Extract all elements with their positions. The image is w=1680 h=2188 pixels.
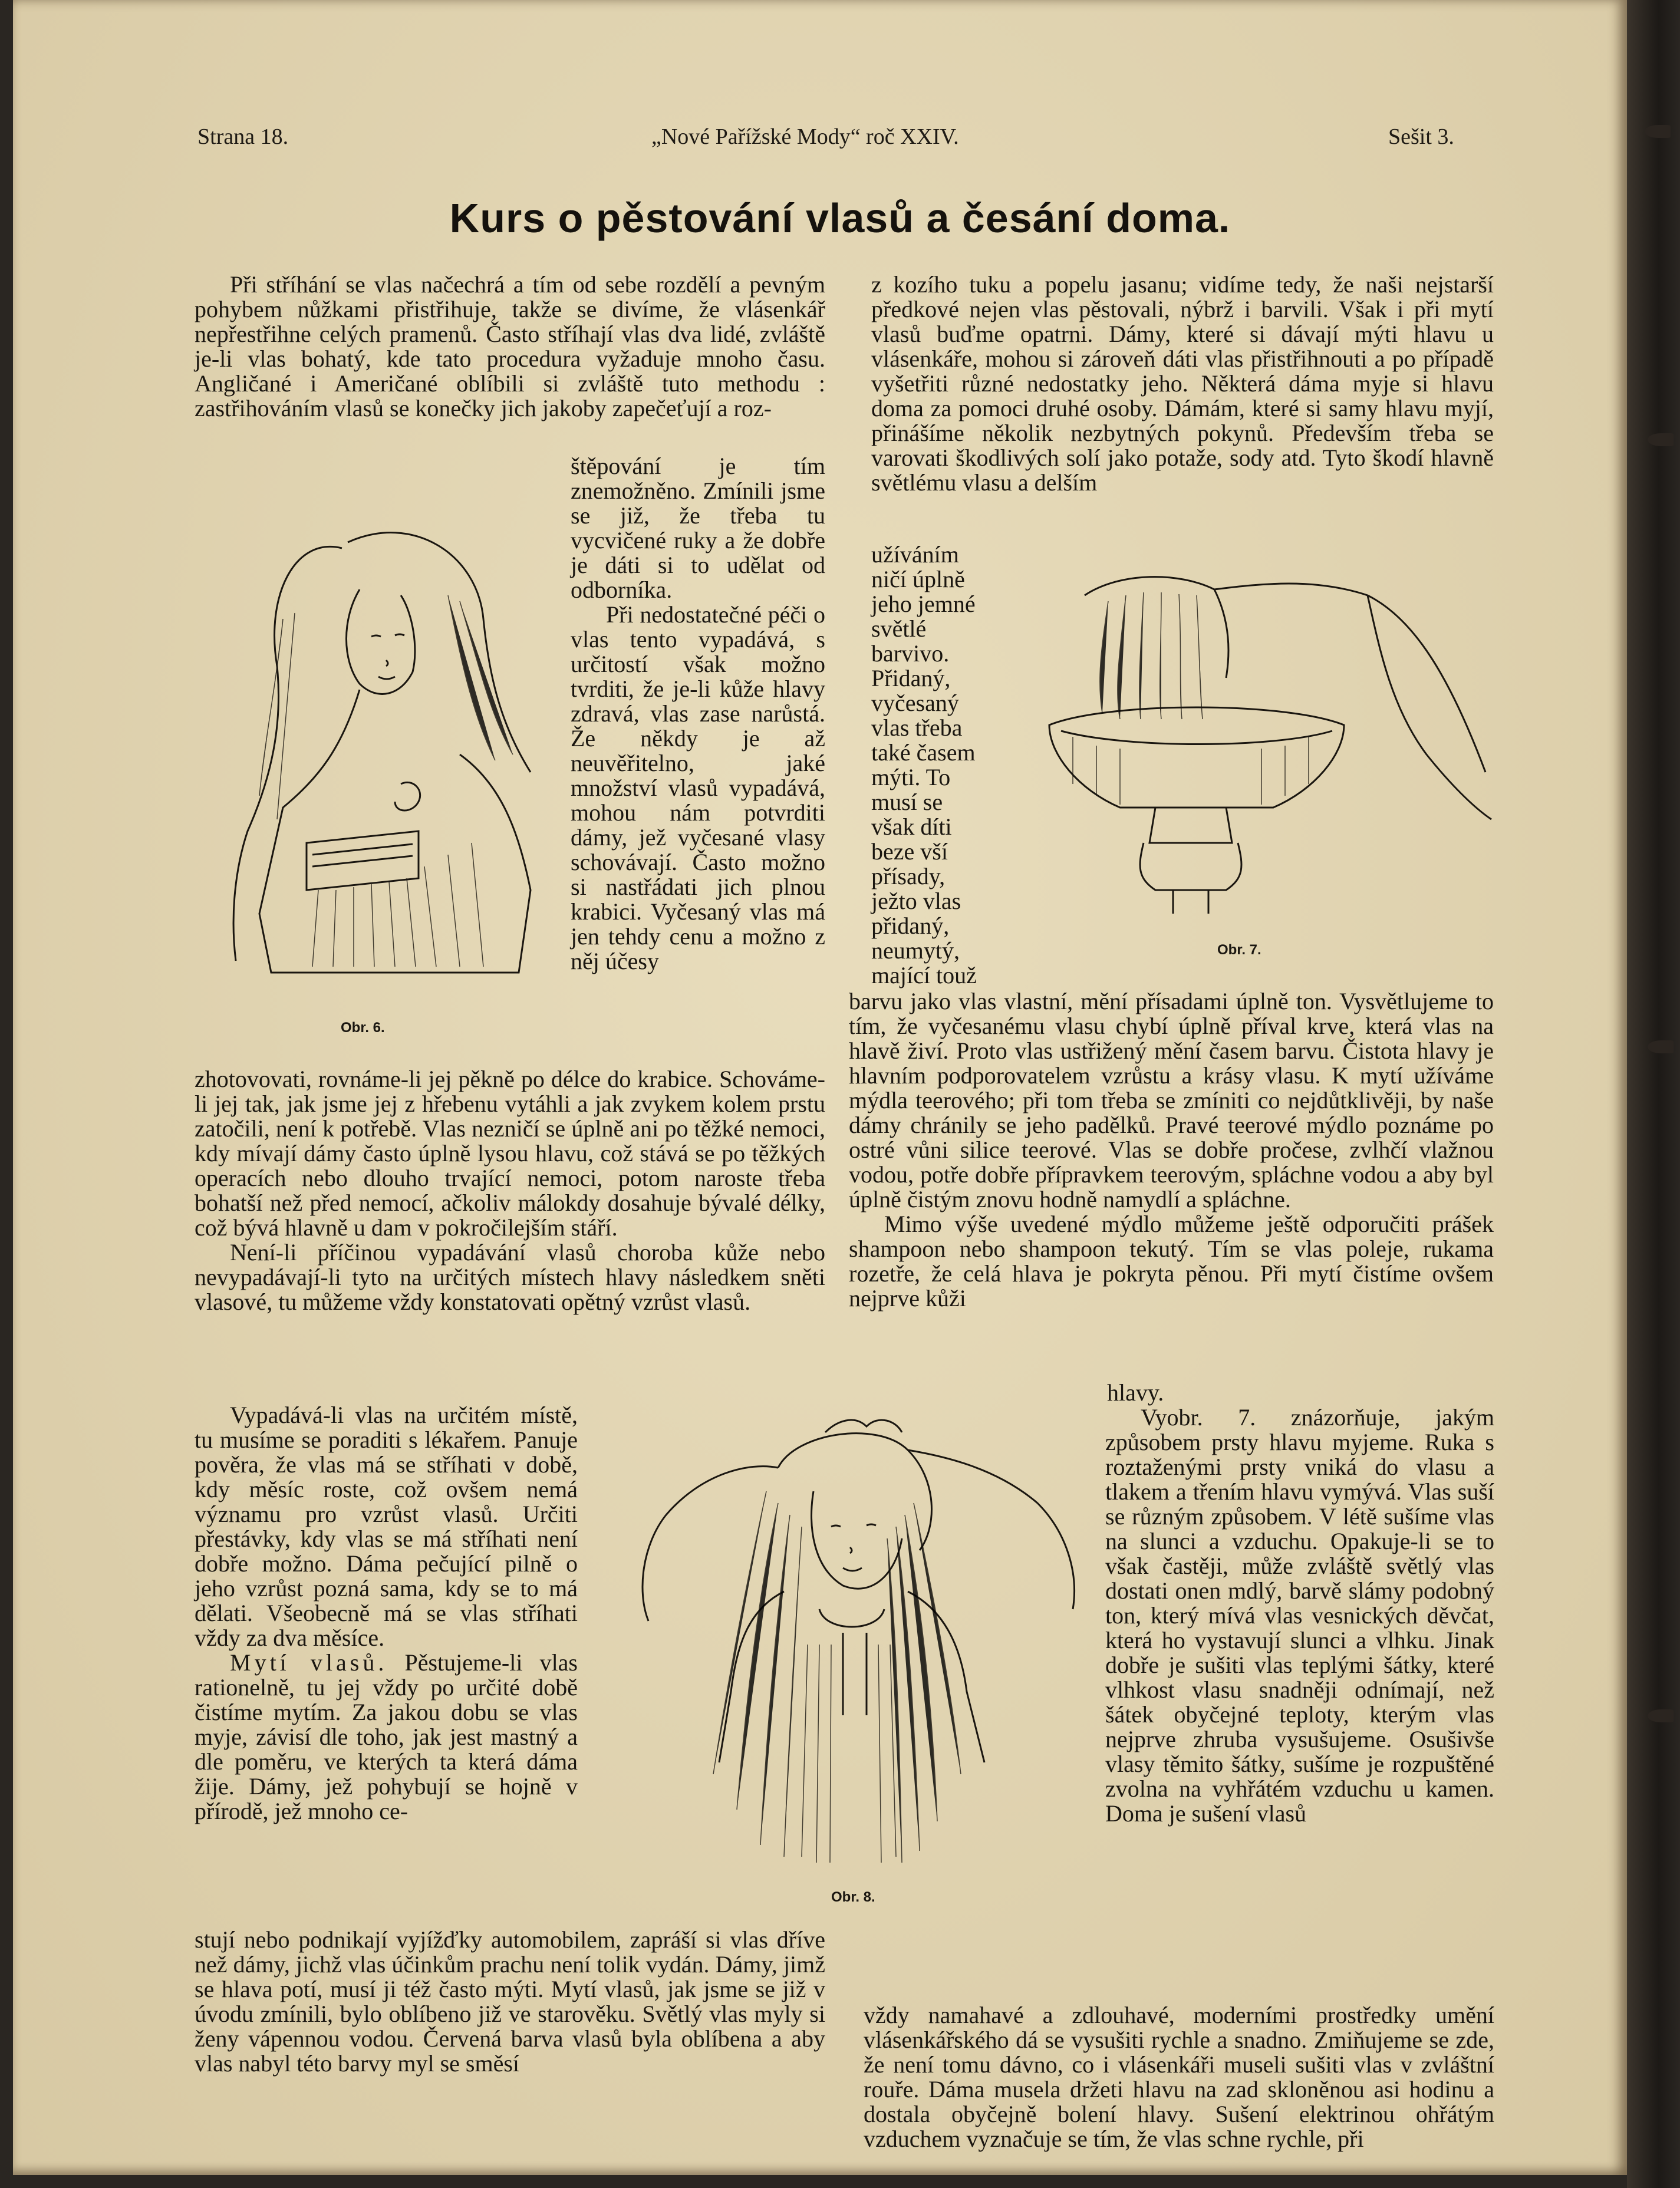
left-col-bottom xyxy=(195,1927,825,2076)
paragraph: užíváním ničí úplně jeho jemné světlé barvivo. Přidaný, vyčesaný vlas třeba také časem mýti. To musí se však díti beze vší přísady, ježto vlas přidaný, neumytý, mající touž xyxy=(871,541,977,988)
article-title: Kurs o pěstování vlasů a česání doma. xyxy=(449,195,1231,241)
paragraph: stují nebo podnikají vyjížďky automobilem, zapráší si vlas dříve než dámy, jichž vlas účinkům prachu není tolik vydán. Dámy, jimž se hlava potí, musí ji též často mýti. Mytí vlasů, jak jsme se již v úvodu zmínili, bylo oblíbeno již ve starověku. Světlý vlas myly si ženy vápennou vodou. Červená barva vlasů byla oblíbena a aby vlas nabyl této barvy myl se směsí xyxy=(195,1926,825,2077)
issue-label: Sešit 3. xyxy=(1388,124,1454,149)
paragraph: Vyobr. 7. znázorňuje, jakým způsobem prsty hlavu myjeme. Ruka s roztaženými prsty vniká do vlasu a tlakem a třením hlavu vymývá. Vlas suší se různým způsobem. V létě sušíme vlas na slunci a vzduchu. Opakuje-li se to však častěji, může zvláště světlý vlas dostati onen mdlý, barvě slámy podobný ton, který mívá vlas vesnických děvčat, která ho vystavují slunci a vlhku. Jinak dobře je sušiti vlas teplými šátky, které vlhkost vlasu snadněji odnímají, než šátek obyčejné teploty, kterým vlas nejprve zhruba vysušujeme. Osušivše vlasy těmito šátky, sušíme je rozpuštěné zvolna na vyhřátém vzduchu u kamen. Doma je sušení vlasů xyxy=(1105,1404,1494,1827)
figure-6-illustration xyxy=(224,501,554,1008)
binding-tab xyxy=(1648,1040,1674,1053)
book-binding xyxy=(1627,0,1680,2188)
paragraph: Vypadává-li vlas na určitém místě, tu musíme se poraditi s lékařem. Panuje pověra, že vlas má se stříhati v době, kdy měsíc roste, což ovšem nemá významu pro vzrůst vlasů. Určiti přestávky, kdy vlas se má stříhati není dobře možno. Dáma pečující pilně o jeho vzrůst pozná sama, kdy se to má dělati. Všeobecně má se vlas stříhati vždy za dva měsíce. xyxy=(195,1402,578,1651)
right-col-middle xyxy=(849,989,1494,1311)
binding-tab xyxy=(1648,433,1674,446)
binding-tab xyxy=(1648,1709,1674,1722)
paragraph: Není-li příčinou vypadávání vlasů choroba kůže nebo nevypadávají-li tyto na určitých místech hlavy následkem sněti vlasové, tu můžeme vždy konstatovati opětný vzrůst vlasů. xyxy=(195,1239,825,1315)
figure-8-caption: Obr. 8. xyxy=(831,1889,875,1905)
figure-7-caption: Obr. 7. xyxy=(1217,942,1261,958)
running-title: „Nové Pařížské Mody“ roč XXIV. xyxy=(651,124,959,149)
paragraph: zhotovovati, rovnáme-li jej pěkně po délce do krabice. Schováme-li jej tak, jak jsme jej z hřebenu vytáhli a jak zvykem kolem prstu zatočili, není k potřebě. Vlas nezničí se úplně ani po těžké nemoci, kdy mívají dámy často úplně lysou hlavu, což stává se po těžkých operacích nebo dlouho trvající nemoci, potom naroste třeba bohatší než před nemocí, ačkoliv málokdy dosahuje bývalé délky, což bývá hlavně u dam v pokročilejším stáří. xyxy=(195,1066,825,1241)
binding-tab xyxy=(1645,125,1671,138)
paragraph: štěpování je tím znemožněno. Zmínili jsme se již, že třeba tu vycvičené ruky a že dobře je dáti si to udělat od odborníka. xyxy=(571,453,825,603)
paragraph: Mimo výše uvedené mýdlo můžeme ještě odporučiti prášek shampoon nebo shampoon tekutý. Tím se vlas poleje, rukama rozetře, že celá hlava je pokryta pěnou. Při mytí čistíme ovšem nejprve kůži xyxy=(849,1211,1494,1312)
paragraph: vždy namahavé a zdlouhavé, moderními prostředky umění vlásenkářského dá se vysušiti rychle a snadno. Zmiňujeme se zde, že není tomu dávno, co i vlásenkáři museli sušiti vlas v zvláštní rouře. Dáma musela držeti hlavu na zad skloněnou asi hodinu a dostala obyčejně bolení hlavy. Sušení elektrinou ohřátým vzduchem vyznačuje se tím, že vlas schne rychle, při xyxy=(864,2002,1494,2152)
subheading-myti-vlasu: Mytí vlasů. xyxy=(230,1649,388,1676)
right-col-hlavy xyxy=(1107,1380,1284,1405)
figure-8-illustration xyxy=(631,1397,1102,1869)
figure-7-illustration xyxy=(1037,560,1497,914)
paragraph: Pěstujeme-li vlas rationelně, tu jej vždy po určité době čistíme mytím. Za jakou dobu se vlas myje, závisí dle toho, jak jest mastný a dle poměru, ve kterých ta která dáma žije. Dámy, jež pohybují se hojně v přírodě, jež mnoho ce- xyxy=(195,1649,578,1824)
right-col-bottom xyxy=(864,2003,1494,2151)
page-number: Strana 18. xyxy=(197,124,289,149)
paragraph: Při nedostatečné péči o vlas tento vypadává, s určitostí však možno tvrditi, že je-li kůže hlavy zdravá, vlas zase narůstá. Že někdy je až neuvěřitelno, jaké množství vlasů vypadává, mohou nám potvrditi dámy, jež vyčesané vlasy schovávají. Často možno si nastřádati jich plnou krabici. Vyčesaný vlas má jen tehdy cenu a možno z něj účesy xyxy=(571,601,825,974)
paragraph: hlavy. xyxy=(1107,1379,1164,1406)
figure-6-caption: Obr. 6. xyxy=(341,1020,385,1036)
left-col-wrap xyxy=(571,454,825,974)
paragraph: z kozího tuku a popelu jasanu; vidíme tedy, že naši nejstarší předkové nejen vlas pěstovali, nýbrž i barvili. Však i při mytí vlasů buďme opatrni. Dámy, které si dávají mýti hlavu u vlásenkáře, mohou si zároveň dáti vlas přistřihnouti a po případě vyšetřiti různé nedostatky jeho. Některá dáma myje si hlavu doma za pomoci druhé osoby. Dámám, které si samy hlavu myjí, přinášíme několik nezbytných pokynů. Především třeba se varovati škodlivých solí jako potaže, sody atd. Tyto škodí hlavně světlému vlasu a delším xyxy=(871,271,1494,496)
paragraph: barvu jako vlas vlastní, mění přísadami úplně ton. Vysvětlujeme to tím, že vyčesanému vlasu chybí úplně příval krve, která vlas na hlavě živí. Proto vlas ustřižený mění časem barvu. Čistota hlavy je hlavním podporovatelem vzrůstu a krásy vlasu. K mytí užíváme mýdla teerového; při tom třeba se zmíniti co nejdůtklivěji, by naše dámy chránily se jeho padělků. Pravé teerové mýdlo poznáme po ostré vůni silice teerové. Vlas se dobře pročese, zvlhčí vlažnou vodou, potře dobře přípravkem teerovým, spláchne vodou a aby byl úplně čistým znovu hodně namydlí a spláchne. xyxy=(849,988,1494,1212)
left-col-intro xyxy=(195,272,825,421)
right-col-lower xyxy=(1105,1405,1494,1826)
right-col-narrow xyxy=(871,542,982,988)
left-col-middle xyxy=(195,1067,825,1314)
right-col-top xyxy=(871,272,1494,495)
paragraph: Při stříhání se vlas načechrá a tím od sebe rozdělí a pevným pohybem nůžkami přistřihuje, takže se divíme, že vlásenkář nepřestřihne celých pramenů. Často stříhají vlas dva lidé, zvláště je-li vlas bohatý, kde tato procedura vyžaduje mnoho času. Angličané i Američané oblíbili si zvláště tuto methodu : zastřihováním vlasů se konečky jich jakoby zapečeťují a roz- xyxy=(195,271,825,421)
left-col-lower xyxy=(195,1403,578,1824)
